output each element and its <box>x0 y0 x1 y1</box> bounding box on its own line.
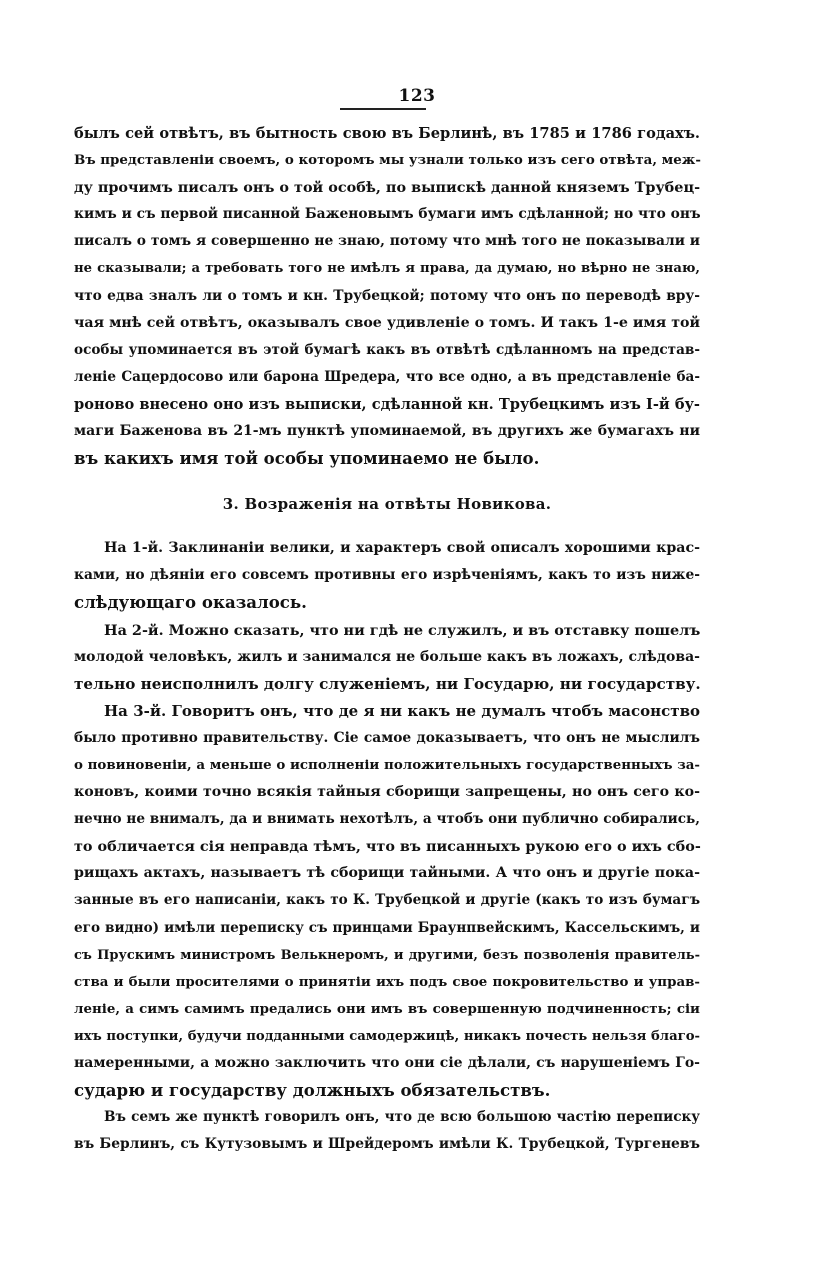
text-line: чая мнѣ сей отвѣтъ, оказывалъ свое удивленіе о томъ. И такъ 1-е имя той <box>74 314 700 331</box>
page-body <box>74 120 700 1158</box>
text-line: было противно правительству. Сіе самое доказываетъ, что онъ не мыслилъ <box>74 729 700 746</box>
text-line: ства и были просителями о принятіи ихъ подъ свое покровительство и управ- <box>74 973 700 990</box>
text-line: молодой человѣкъ, жилъ и занимался не больше какъ въ ложахъ, слѣдова- <box>74 648 700 665</box>
text-line: кимъ и съ первой писанной Баженовымъ бумаги имъ сдѣланной; но что онъ <box>74 206 701 223</box>
text-line: его видно) имѣли переписку съ принцами Браунпвейскимъ, Кассельскимъ, и <box>74 919 700 936</box>
text-line: Въ представленіи своемъ, о которомъ мы узнали только изъ сего отвѣта, меж- <box>74 152 701 169</box>
text-line: съ Прускимъ министромъ Велькнеромъ, и другими, безъ позволенія правитель- <box>74 947 700 963</box>
answer-3-paragraph <box>74 698 700 1104</box>
text-line: ихъ поступки, будучи подданными самодержицѣ, никакъ почесть нельзя благо- <box>74 1028 700 1044</box>
text-line: леніе, а симъ самимъ предались они имъ въ совершенную подчиненность; сіи <box>74 1000 700 1017</box>
text-line: слѣдующаго оказалось. <box>74 592 307 613</box>
text-line: что едва зналъ ли о томъ и кн. Трубецкой; потому что онъ по переводѣ вру- <box>74 287 700 304</box>
page-header <box>0 86 834 106</box>
text-line: былъ сей отвѣтъ, въ бытность свою въ Берлинѣ, въ 1785 и 1786 годахъ. <box>74 125 700 142</box>
bottom-margin <box>0 1180 834 1267</box>
text-line: сударю и государству должныхъ обязательствъ. <box>74 1080 551 1101</box>
text-line: ками, но дѣяніи его совсемъ противны его изрѣченіямъ, какъ то изъ ниже- <box>74 567 700 584</box>
text-line: леніе Сацердосово или барона Шредера, что все одно, а въ представленіе ба- <box>74 368 700 385</box>
text-line: намеренными, а можно заключить что они сіе дѣлали, съ нарушеніемъ Го- <box>74 1055 700 1071</box>
answer-2-paragraph <box>74 617 700 698</box>
final-paragraph <box>74 1104 700 1158</box>
text-line: нечно не внималъ, да и внимать нехотѣлъ, а чтобъ они публично собирались, <box>74 811 700 828</box>
text-line: На 2-й. Можно сказать, что ни гдѣ не служилъ, и въ отставку пошелъ <box>104 621 701 639</box>
text-line: не сказывали; а требовать того не имѣлъ я права, да думаю, но вѣрно не знаю, <box>74 261 700 277</box>
text-line: тельно неисполнилъ долгу служеніемъ, ни Государю, ни государству. <box>74 674 701 693</box>
text-line: ду прочимъ писалъ онъ о той особѣ, по выпискѣ данной княземъ Трубец- <box>74 179 701 197</box>
text-line: занные въ его написаніи, какъ то К. Трубецкой и другіе (какъ то изъ бумагъ <box>74 892 700 909</box>
text-line: На 1-й. Заклинаніи велики, и характеръ свой описалъ хорошими крас- <box>104 540 700 557</box>
text-line: въ какихъ имя той особы упоминаемо не было. <box>74 448 540 469</box>
text-line: маги Баженова въ 21-мъ пунктѣ упоминаемой, въ другихъ же бумагахъ ни <box>74 423 700 440</box>
spacer <box>74 518 700 535</box>
text-line: роново внесено оно изъ выписки, сдѣланной кн. Трубецкимъ изъ І-й бу- <box>74 395 700 413</box>
text-line: Въ семъ же пунктѣ говорилъ онъ, что де всю большою частію переписку <box>104 1109 700 1126</box>
text-line: особы упоминается въ этой бумагѣ какъ въ отвѣтѣ сдѣланномъ на представ- <box>74 341 700 358</box>
page-number: 123 <box>398 86 436 106</box>
text-line: то обличается сія неправда тѣмъ, что въ писанныхъ рукою его о ихъ сбо- <box>74 838 701 856</box>
section-heading: 3. Возраженія на отвѣты Новикова. <box>222 495 552 514</box>
header-rule <box>340 108 426 110</box>
paragraph-1 <box>74 120 700 472</box>
answer-1-paragraph <box>74 535 700 616</box>
text-line: коновъ, коими точно всякія тайныя сборищи запрещены, но онъ сего ко- <box>74 784 700 801</box>
text-line: На 3-й. Говоритъ онъ, что де я ни какъ не думалъ чтобъ масонство <box>104 701 700 720</box>
spacer <box>74 472 700 491</box>
text-line: о повиновеніи, а меньше о исполненіи положительныхъ государственныхъ за- <box>74 756 700 773</box>
text-line: писалъ о томъ я совершенно не знаю, потому что мнѣ того не показывали и <box>74 233 700 250</box>
text-line: рищахъ актахъ, называетъ тѣ сборищи тайными. А что онъ и другіе пока- <box>74 865 700 882</box>
text-line: въ Берлинъ, съ Кутузовымъ и Шрейдеромъ имѣли К. Трубецкой, Тургеневъ <box>74 1136 700 1153</box>
